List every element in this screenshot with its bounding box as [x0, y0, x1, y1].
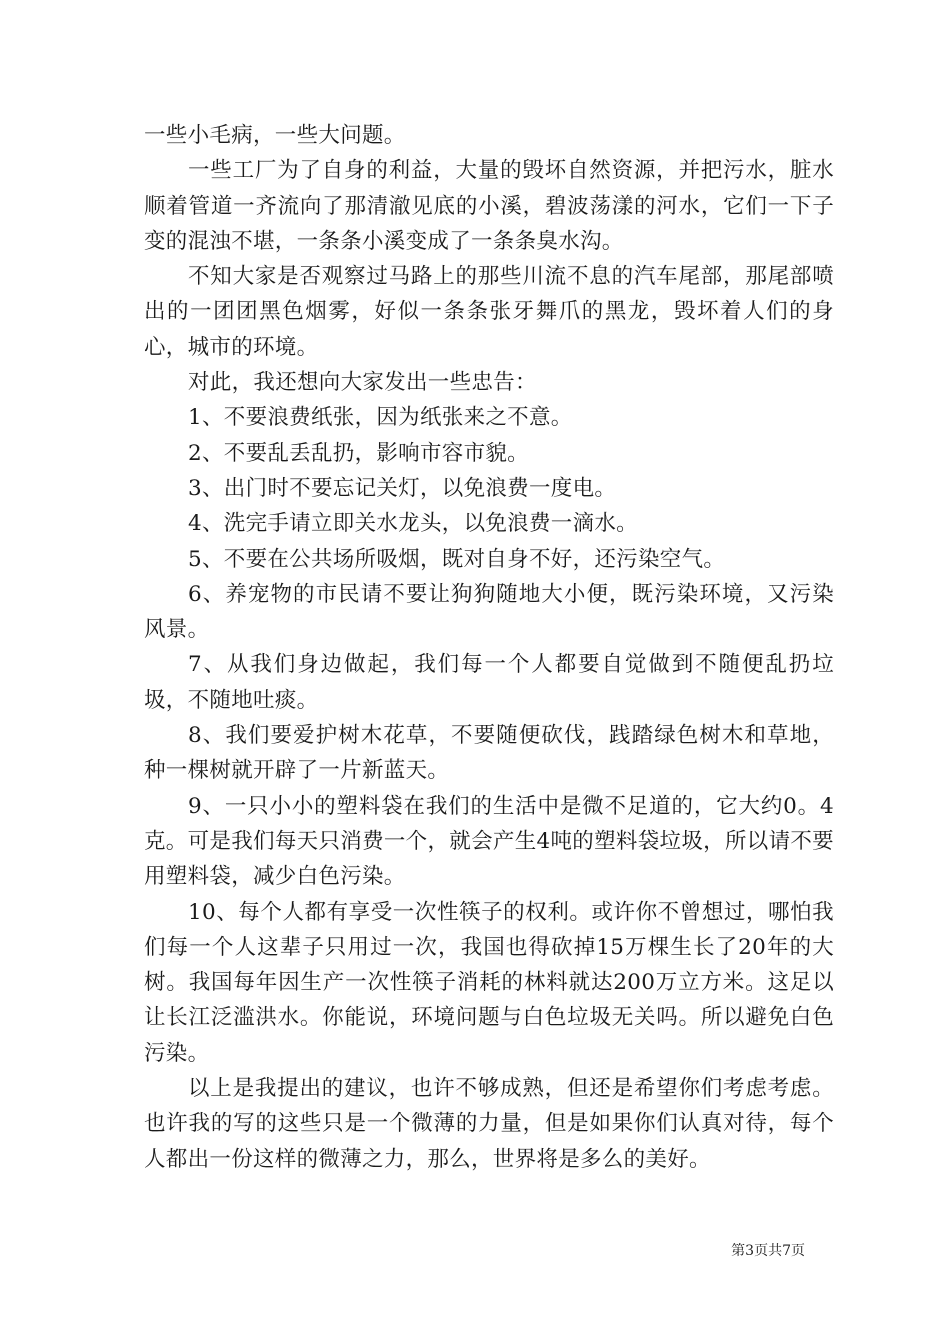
paragraph: 一些工厂为了自身的利益，大量的毁坏自然资源，并把污水，脏水顺着管道一齐流向了那清澈见底的小溪，碧波荡漾的河水，它们一下子变的混浊不堪，一条条小溪变成了一条条臭水沟。	[144, 158, 834, 254]
list-item: 2、不要乱丢乱扔，影响市容市貌。	[188, 440, 529, 466]
paragraph: 以上是我提出的建议，也许不够成熟，但还是希望你们考虑考虑。也许我的写的这些只是一个微薄的力量，但是如果你们认真对待，每个人都出一份这样的微薄之力，那么，世界将是多么的美好。	[144, 1076, 834, 1172]
list-item: 3、出门时不要忘记关灯，以免浪费一度电。	[188, 475, 617, 501]
list-item: 1、不要浪费纸张，因为纸张来之不意。	[188, 405, 573, 431]
document-body	[144, 118, 834, 1177]
paragraph: 不知大家是否观察过马路上的那些川流不息的汽车尾部，那尾部喷出的一团团黑色烟雾，好似一条条张牙舞爪的黑龙，毁坏着人们的身心，城市的环境。	[144, 264, 834, 360]
list-item: 10、每个人都有享受一次性筷子的权利。或许你不曾想过，哪怕我们每一个人这辈子只用过一次，我国也得砍掉15万棵生长了20年的大树。我国每年因生产一次性筷子消耗的林料就达200万立方米。这足以让长江泛滥洪水。你能说，环境问题与白色垃圾无关吗。所以避免白色污染。	[144, 899, 834, 1066]
paragraph: 对此，我还想向大家发出一些忠告：	[188, 370, 537, 396]
list-item: 9、一只小小的塑料袋在我们的生活中是微不足道的，它大约0。4克。可是我们每天只消费一个，就会产生4吨的塑料袋垃圾，所以请不要用塑料袋，减少白色污染。	[144, 793, 834, 890]
list-item: 5、不要在公共场所吸烟，既对自身不好，还污染空气。	[188, 546, 726, 572]
paragraph: 一些小毛病，一些大问题。	[144, 123, 406, 148]
list-item: 4、洗完手请立即关水龙头，以免浪费一滴水。	[188, 511, 638, 537]
list-item: 8、我们要爱护树木花草，不要随便砍伐，践踏绿色树木和草地，种一棵树就开辟了一片新蓝天。	[144, 723, 834, 784]
page-number: 第3页共7页	[731, 1243, 805, 1259]
list-item: 7、从我们身边做起，我们每一个人都要自觉做到不随便乱扔垃圾，不随地吐痰。	[144, 652, 834, 713]
list-item: 6、养宠物的市民请不要让狗狗随地大小便，既污染环境，又污染风景。	[144, 581, 834, 643]
